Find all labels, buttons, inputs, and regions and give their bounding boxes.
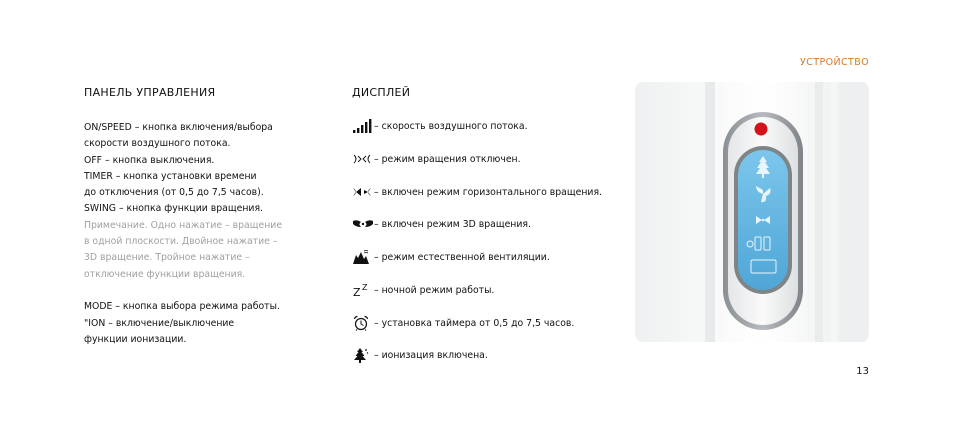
ionizer-tree-icon	[352, 347, 374, 363]
device-panel-photo	[635, 82, 869, 342]
text-line: OFF – кнопка выключения.	[84, 154, 215, 166]
display-item	[352, 248, 550, 266]
text-line: ON/SPEED – кнопка включения/выбора	[84, 122, 273, 133]
power-indicator	[755, 123, 768, 136]
text-line: TIMER – кнопка установки времени	[84, 170, 257, 182]
text-line: "ION – включение/выключение	[84, 317, 235, 329]
note-line: отключение функции вращения.	[84, 268, 246, 280]
fan-speed-bars-icon	[352, 118, 374, 134]
display-item-text: – скорость воздушного потока.	[374, 120, 528, 132]
text-line: SWING – кнопка функции вращения.	[84, 203, 264, 215]
note-line: Примечание. Одно нажатие – вращение	[84, 219, 283, 231]
text-line: до отключения (от 0,5 до 7,5 часов).	[84, 187, 264, 199]
display-item-text: – режим вращения отключен.	[374, 153, 521, 165]
display-item	[352, 150, 521, 168]
display-item-text: – режим естественной вентиляции.	[374, 251, 550, 263]
display-item-text: – ионизация включена.	[374, 349, 488, 361]
note-line: в одной плоскости. Двойное нажатие –	[84, 236, 278, 248]
natural-wind-icon	[352, 249, 374, 265]
horizontal-swing-icon	[352, 184, 374, 200]
page-number: 13	[856, 366, 869, 377]
display-item	[352, 314, 574, 332]
text-line: MODE – кнопка выбора режима работы.	[84, 301, 280, 313]
section-label: УСТРОЙСТВО	[800, 57, 869, 68]
spacer	[84, 283, 324, 299]
display-title: ДИСПЛЕЙ	[352, 86, 411, 99]
control-panel-title: ПАНЕЛЬ УПРАВЛЕНИЯ	[84, 86, 216, 99]
display-item	[352, 183, 602, 201]
display-item-text: – включен режим горизонтального вращения.	[374, 186, 602, 198]
sleep-mode-icon	[352, 282, 374, 298]
text-line: скорости воздушного потока.	[84, 138, 231, 150]
display-item	[352, 346, 488, 364]
text-line: функции ионизации.	[84, 333, 187, 345]
timer-alarm-icon	[352, 315, 374, 331]
display-item	[352, 281, 494, 299]
display-item-text: – ночной режим работы.	[374, 284, 495, 296]
svg-text:Z: Z	[353, 286, 361, 297]
display-item	[352, 117, 528, 135]
display-item	[352, 215, 531, 233]
display-item-text: – установка таймера от 0,5 до 7,5 часов.	[374, 317, 575, 329]
note-line: 3D вращение. Тройное нажатие –	[84, 252, 250, 264]
display-item-text: – включен режим 3D вращения.	[374, 218, 531, 230]
swing-3d-icon	[352, 216, 374, 232]
swing-off-icon	[352, 151, 374, 167]
svg-text:Z: Z	[362, 283, 368, 292]
control-panel-text	[84, 120, 324, 348]
